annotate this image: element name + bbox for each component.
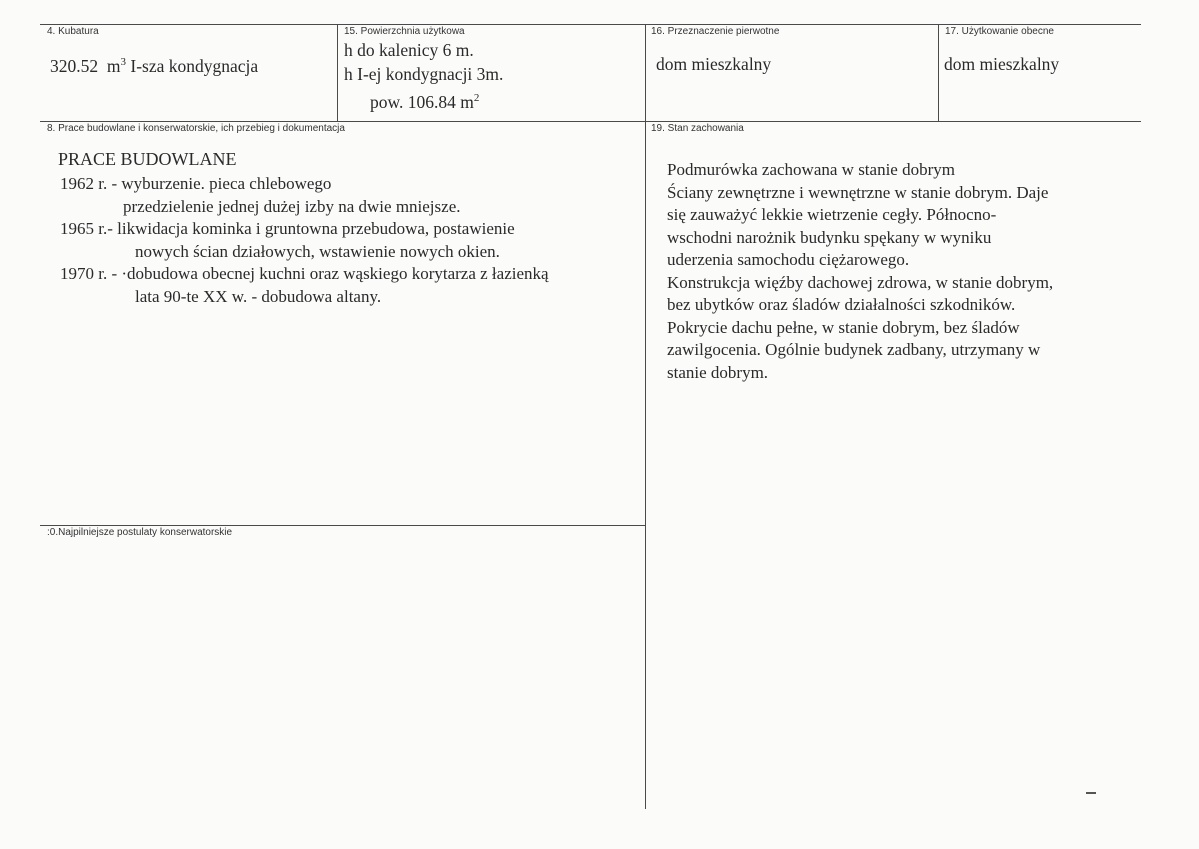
stan-line: zawilgocenia. Ogólnie budynek zadbany, utrzymany w: [667, 340, 1041, 359]
uzytkowanie-value: dom mieszkalny: [944, 54, 1060, 74]
stan-line: Konstrukcja więźby dachowej zdrowa, w stanie dobrym,: [667, 272, 1054, 292]
stan-line: bez ubytków oraz śladów działalności szkodników.: [667, 295, 1016, 314]
kubatura-unit: m: [106, 55, 121, 76]
prace-list: [60, 173, 549, 308]
divider-center: [645, 24, 646, 809]
divider-uzytkowanie: [938, 24, 939, 121]
prace-line: 1962 r. - wyburzenie. pieca chlebowego: [60, 174, 332, 193]
prace-line: 1970 r. - ·dobudowa obecnej kuchni oraz wąskiego korytarza z łazienką: [60, 264, 549, 283]
powierzchnia-line1: h do kalenicy 6 m.: [344, 40, 474, 60]
stan-line: Pokrycie dachu pełne, w stanie dobrym, bez śladów: [667, 317, 1020, 337]
przeznaczenie-value: dom mieszkalny: [656, 54, 772, 74]
kubatura-unit-exp: 3: [120, 56, 126, 68]
postulaty-label: :0.Najpilniejsze postulaty konserwatorskie: [47, 527, 233, 538]
postulaty-rule: [40, 525, 645, 526]
prace-label: 8. Prace budowlane i konserwatorskie, ich przebieg i dokumentacja: [47, 123, 345, 134]
top-rule: [40, 24, 1141, 25]
stan-label: 19. Stan zachowania: [651, 123, 744, 134]
powierzchnia-line2: h I-ej kondygnacji 3m.: [344, 64, 504, 84]
prace-line: nowych ścian działowych, wstawienie nowych okien.: [135, 241, 500, 261]
powierzchnia-exp: 2: [473, 92, 480, 104]
kubatura-value: [50, 51, 258, 77]
stan-line: się zauważyć lekkie wietrzenie cegły. Północno-: [667, 205, 997, 224]
prace-line: przedzielenie jednej dużej izby na dwie mniejsze.: [123, 196, 461, 216]
stan-line: stanie dobrym.: [667, 362, 769, 382]
stray-mark: [1086, 792, 1096, 794]
kubatura-number: 320.52: [50, 55, 99, 76]
stan-line: Podmurówka zachowana w stanie dobrym: [667, 160, 955, 179]
przeznaczenie-label: 16. Przeznaczenie pierwotne: [651, 26, 780, 37]
prace-line: lata 90-te XX w. - dobudowa altany.: [135, 286, 382, 306]
stan-line: uderzenia samochodu ciężarowego.: [667, 250, 910, 269]
stan-text: [667, 159, 1117, 384]
mid-rule: [40, 121, 1141, 122]
stan-line: Ściany zewnętrzne i wewnętrzne w stanie dobrym. Daje: [667, 182, 1049, 202]
kubatura-label: 4. Kubatura: [47, 26, 99, 37]
uzytkowanie-label: 17. Użytkowanie obecne: [945, 26, 1054, 37]
powierzchnia-value: pow. 106.84 m: [370, 91, 474, 112]
stan-line: wschodni narożnik budynku spękany w wyniku: [667, 227, 992, 247]
divider-kubatura: [337, 24, 338, 121]
kubatura-suffix: I-sza kondygnacja: [130, 55, 259, 76]
powierzchnia-label: 15. Powierzchnia użytkowa: [344, 26, 465, 37]
prace-heading: PRACE BUDOWLANE: [58, 149, 237, 169]
powierzchnia-line3: [370, 87, 479, 113]
prace-line: 1965 r.- likwidacja kominka i gruntowna przebudowa, postawienie: [60, 219, 515, 238]
